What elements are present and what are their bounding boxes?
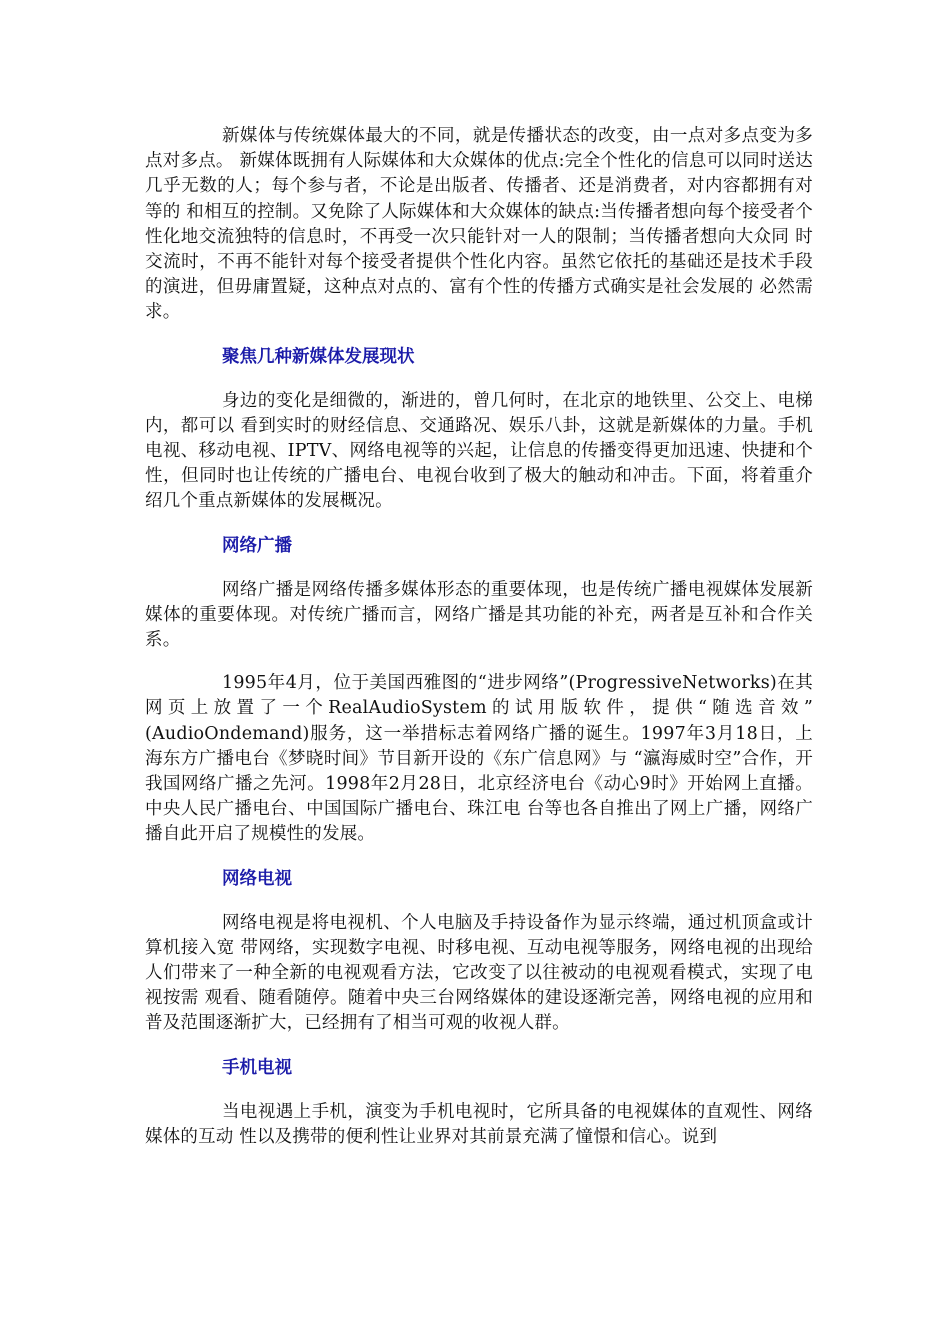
paragraph-web-radio: 网络广播是网络传播多媒体形态的重要体现，也是传统广播电视媒体发展新媒体的重要体现。对传统广播而言，网络广播是其功能的补充，两者是互补和合作关系。 [145, 579, 813, 651]
paragraph-changes: 身边的变化是细微的，渐进的，曾几何时，在北京的地铁里、公交上、电梯内，都可以 看到实时的财经信息、交通路况、娱乐八卦，这就是新媒体的力量。手机电视、移动电视、IPTV、网络电视等的兴起，让信息的传播变得更加迅速、快捷和个 性，但同时也让传统的广播电台、电视台收到了极大的触动和冲击。下面，将着重介绍几个重点新媒体的发展概况。 [145, 390, 813, 512]
section-heading-web-radio: 网络广播 [222, 535, 292, 556]
paragraph-web-tv: 网络电视是将电视机、个人电脑及手持设备作为显示终端，通过机顶盒或计算机接入宽 带网络，实现数字电视、时移电视、互动电视等服务，网络电视的出现给人们带来了一种全新的电视观看方法，它改变了以往被动的电视观看模式，实现了电视按需 观看、随看随停。随着中央三台网络媒体的建设逐渐完善，网络电视的应用和普及范围逐渐扩大，已经拥有了相当可观的收视人群。 [145, 912, 813, 1034]
paragraph-web-radio-history: 1995年4月，位于美国西雅图的“进步网络”(ProgressiveNetworks)在其网页上放置了一个RealAudioSystem的试用版软件，提供“随选音效” (AudioOndemand)服务，这一举措标志着网络广播的诞生。1997年3月18日，上海东方广播电台《梦晓时间》节目新开设的《东广信息网》与 “瀛海威时空”合作，开我国网络广播之先河。1998年2月28日，北京经济电台《动心9时》开始网上直播。中央人民广播电台、中国国际广播电台、珠江电 台等也各自推出了网上广播，网络广播自此开启了规模性的发展。 [145, 673, 813, 845]
section-heading-mobile-tv: 手机电视 [222, 1057, 292, 1078]
section-heading-new-media-status: 聚焦几种新媒体发展现状 [222, 346, 415, 367]
document-page [145, 124, 813, 1150]
paragraph-intro: 新媒体与传统媒体最大的不同，就是传播状态的改变，由一点对多点变为多点对多点。 新媒体既拥有人际媒体和大众媒体的优点:完全个性化的信息可以同时送达几乎无数的人；每个参与者，不论是出版者、传播者、还是消费者，对内容都拥有对等的 和相互的控制。又免除了人际媒体和大众媒体的缺点:当传播者想向每个接受者个性化地交流独特的信息时，不再受一次只能针对一人的限制；当传播者想向大众同 时交流时，不再不能针对每个接受者提供个性化内容。虽然它依托的基础还是技术手段的演进，但毋庸置疑，这种点对点的、富有个性的传播方式确实是社会发展的 必然需求。 [145, 126, 813, 323]
section-heading-web-tv: 网络电视 [222, 868, 292, 889]
paragraph-mobile-tv: 当电视遇上手机，演变为手机电视时，它所具备的电视媒体的直观性、网络媒体的互动 性以及携带的便利性让业界对其前景充满了憧憬和信心。说到 [145, 1101, 813, 1147]
